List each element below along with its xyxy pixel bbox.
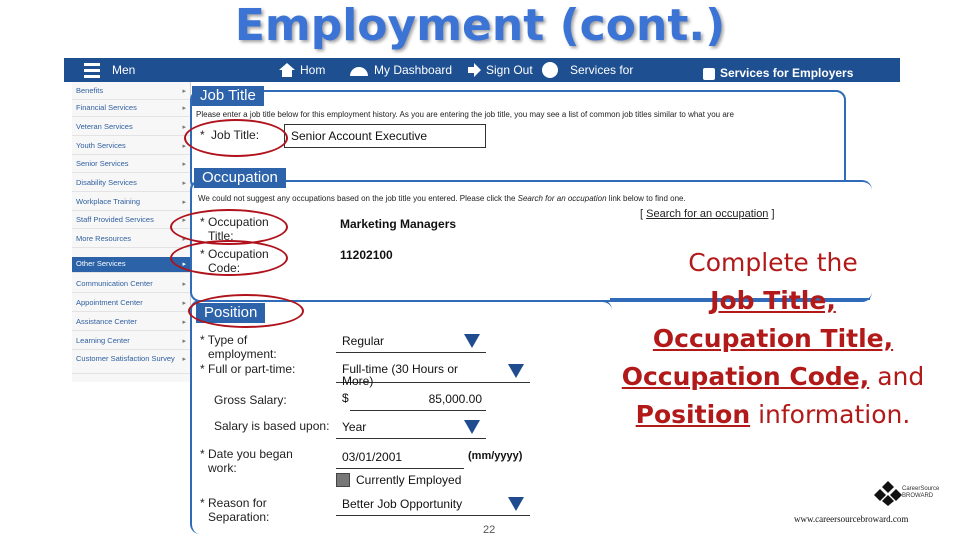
logo-text: CareerSource BROWARD bbox=[902, 486, 940, 499]
chevron-right-icon: ▸ bbox=[182, 217, 186, 224]
type-employment-select[interactable] bbox=[336, 330, 486, 353]
sidebar-item[interactable] bbox=[72, 176, 190, 192]
job-title-header: Job Title bbox=[192, 86, 264, 106]
date-label-1: Date you began bbox=[208, 447, 293, 461]
sidebar-item[interactable] bbox=[72, 277, 190, 293]
highlight-oval-position bbox=[188, 294, 304, 328]
sidebar-item[interactable] bbox=[72, 334, 190, 350]
callout-position: Position bbox=[635, 400, 751, 429]
currently-employed-label: Currently Employed bbox=[356, 473, 462, 487]
chevron-right-icon: ▸ bbox=[182, 199, 186, 206]
sidebar-item[interactable] bbox=[72, 139, 190, 155]
hamburger-icon bbox=[82, 60, 102, 80]
date-began-value: 03/01/2001 bbox=[342, 450, 403, 464]
reason-label-2: Separation: bbox=[208, 510, 270, 524]
callout-information: information. bbox=[750, 400, 911, 429]
job-title-input[interactable]: Senior Account Executive bbox=[284, 124, 486, 148]
occupation-hint-link: Search for an occupation bbox=[517, 194, 607, 203]
menu-label: Men bbox=[112, 63, 136, 77]
dashboard-icon bbox=[348, 62, 370, 78]
sidebar-item[interactable] bbox=[72, 120, 190, 136]
salary-basis-select[interactable] bbox=[336, 416, 486, 439]
chevron-right-icon: ▸ bbox=[182, 105, 186, 112]
sidebar-item-label: Veteran Services bbox=[76, 122, 133, 131]
logo-mark-icon bbox=[874, 480, 902, 506]
sign-out-icon bbox=[466, 61, 482, 79]
services-employers-label: Services for Employers bbox=[720, 66, 854, 80]
sidebar-item[interactable] bbox=[72, 315, 190, 331]
chevron-right-icon: ▸ bbox=[182, 161, 186, 168]
sidebar-item-label: Customer Satisfaction Survey bbox=[76, 354, 175, 363]
required-mark: * bbox=[200, 496, 205, 510]
occupation-hint-post: link below to find one. bbox=[606, 194, 686, 203]
top-navbar bbox=[64, 58, 900, 82]
sidebar-item-label: Communication Center bbox=[76, 279, 153, 288]
page-number: 22 bbox=[483, 524, 496, 536]
required-mark: * bbox=[200, 215, 205, 229]
salary-label: Gross Salary: bbox=[214, 393, 287, 407]
currently-employed-checkbox[interactable] bbox=[336, 473, 350, 487]
sidebar-item-label: Learning Center bbox=[76, 336, 130, 345]
required-mark: * bbox=[200, 447, 205, 461]
chevron-right-icon: ▸ bbox=[182, 356, 186, 363]
website-url: www.careersourcebroward.com bbox=[794, 514, 909, 524]
sidebar-item[interactable] bbox=[72, 84, 190, 100]
chevron-right-icon: ▸ bbox=[182, 124, 186, 131]
briefcase-icon bbox=[702, 64, 716, 82]
occupation-code-value: 11202100 bbox=[340, 248, 393, 262]
required-mark: * bbox=[200, 247, 205, 261]
reason-label-1: Reason for bbox=[208, 496, 267, 510]
occupation-hint bbox=[198, 194, 686, 203]
type-label-1: Type of bbox=[207, 333, 248, 347]
position-header: Position bbox=[196, 303, 265, 323]
chevron-right-icon: ▸ bbox=[182, 261, 186, 268]
required-mark: * bbox=[200, 333, 205, 347]
fulltime-label-text: Full or part-time: bbox=[208, 362, 296, 376]
fulltime-select[interactable] bbox=[336, 360, 530, 388]
callout-job-title: Job Title, bbox=[710, 286, 836, 315]
date-format-hint: (mm/yyyy) bbox=[468, 450, 523, 462]
highlight-oval-occupation-code bbox=[170, 240, 288, 276]
chevron-right-icon: ▸ bbox=[182, 236, 186, 243]
dropdown-arrow-icon bbox=[464, 420, 480, 434]
sidebar-item[interactable] bbox=[72, 157, 190, 173]
chevron-right-icon: ▸ bbox=[182, 180, 186, 187]
date-began-input[interactable] bbox=[336, 446, 464, 469]
search-occupation-link[interactable]: Search for an occupation bbox=[646, 208, 769, 220]
salary-basis-value: Year bbox=[342, 420, 367, 434]
job-title-hint: Please enter a job title below for this employment history. As you are entering the job title, you may see a list of common job titles similar to what you are bbox=[196, 110, 734, 119]
signout-button[interactable] bbox=[466, 58, 533, 82]
sidebar-item-label: Appointment Center bbox=[76, 298, 143, 307]
sidebar-item-label: Youth Services bbox=[76, 141, 126, 150]
type-label-2: employment: bbox=[208, 347, 277, 361]
sidebar-item-label: More Resources bbox=[76, 234, 132, 243]
services-for-label: Services for bbox=[570, 63, 634, 77]
home-button[interactable] bbox=[278, 58, 325, 82]
sidebar-item-label: Assistance Center bbox=[76, 317, 137, 326]
fulltime-value bbox=[342, 363, 458, 387]
occupation-hint-pre: We could not suggest any occupations based on the job title you entered. Please click the bbox=[198, 194, 518, 203]
highlight-oval-job-title bbox=[184, 119, 288, 157]
callout-and: and bbox=[869, 362, 925, 391]
salary-value: 85,000.00 bbox=[428, 392, 482, 406]
occupation-title-label-2: Title: bbox=[208, 229, 234, 243]
dropdown-arrow-icon bbox=[508, 497, 524, 511]
type-employment-label bbox=[200, 333, 277, 361]
dashboard-button[interactable] bbox=[348, 58, 452, 82]
dropdown-arrow-icon bbox=[464, 334, 480, 348]
slide-title: Employment (cont.) bbox=[234, 0, 726, 51]
fulltime-value-1: Full-time (30 Hours or bbox=[342, 362, 459, 376]
sidebar-item-label: Disability Services bbox=[76, 178, 137, 187]
chevron-right-icon: ▸ bbox=[182, 338, 186, 345]
reason-label bbox=[200, 496, 269, 524]
reason-select[interactable] bbox=[336, 493, 530, 516]
sidebar-item[interactable] bbox=[72, 101, 190, 117]
dashboard-label: My Dashboard bbox=[374, 63, 453, 77]
sidebar-item-label: Staff Provided Services bbox=[76, 215, 154, 224]
callout-line-1: Complete the bbox=[688, 248, 858, 277]
search-occupation-wrap: [ Search for an occupation ] bbox=[640, 208, 775, 220]
type-employment-value: Regular bbox=[342, 334, 385, 348]
date-label-2: work: bbox=[208, 461, 237, 475]
required-mark: * bbox=[200, 362, 205, 376]
sidebar-item[interactable] bbox=[72, 232, 190, 248]
sidebar-item[interactable] bbox=[72, 352, 190, 374]
services-for-button[interactable] bbox=[540, 58, 633, 82]
fulltime-value-2: More) bbox=[342, 374, 374, 388]
chevron-right-icon: ▸ bbox=[182, 300, 186, 307]
sidebar-item-label: Senior Services bbox=[76, 159, 129, 168]
salary-basis-label: Salary is based upon: bbox=[214, 419, 330, 433]
occupation-title-label-1: Occupation bbox=[208, 215, 269, 229]
people-icon bbox=[540, 61, 560, 79]
job-title-label: Job Title: bbox=[211, 128, 260, 142]
currency-symbol: $ bbox=[342, 391, 349, 405]
occupation-code-label-2: Code: bbox=[208, 261, 241, 275]
occupation-code-label-1: Occupation bbox=[208, 247, 269, 261]
signout-label: Sign Out bbox=[486, 63, 533, 77]
sidebar-item[interactable] bbox=[72, 195, 190, 211]
chevron-right-icon: ▸ bbox=[182, 143, 186, 150]
home-icon bbox=[278, 62, 296, 78]
reason-value: Better Job Opportunity bbox=[342, 497, 463, 511]
callout-occupation-title: Occupation Title, bbox=[652, 324, 894, 353]
required-mark: * bbox=[200, 128, 205, 142]
sidebar-item-label: Workplace Training bbox=[76, 197, 141, 206]
chevron-right-icon: ▸ bbox=[182, 88, 186, 95]
salary-input[interactable] bbox=[350, 388, 486, 411]
sidebar-item-label: Other Services bbox=[76, 259, 126, 268]
fulltime-label bbox=[200, 362, 295, 376]
dropdown-arrow-icon bbox=[508, 364, 524, 378]
occupation-header: Occupation bbox=[194, 168, 286, 188]
chevron-right-icon: ▸ bbox=[182, 319, 186, 326]
sidebar-item[interactable] bbox=[72, 296, 190, 312]
chevron-right-icon: ▸ bbox=[182, 281, 186, 288]
instruction-callout bbox=[612, 244, 934, 434]
occupation-title-value: Marketing Managers bbox=[340, 217, 457, 231]
sidebar-item-label: Financial Services bbox=[76, 103, 137, 112]
services-employers-button[interactable] bbox=[702, 61, 853, 85]
menu-button[interactable] bbox=[82, 58, 135, 82]
careersource-logo bbox=[874, 480, 940, 508]
date-began-label bbox=[200, 447, 293, 475]
sidebar-item-label: Benefits bbox=[76, 86, 104, 95]
home-label: Hom bbox=[300, 63, 326, 77]
callout-occupation-code: Occupation Code, bbox=[621, 362, 870, 391]
